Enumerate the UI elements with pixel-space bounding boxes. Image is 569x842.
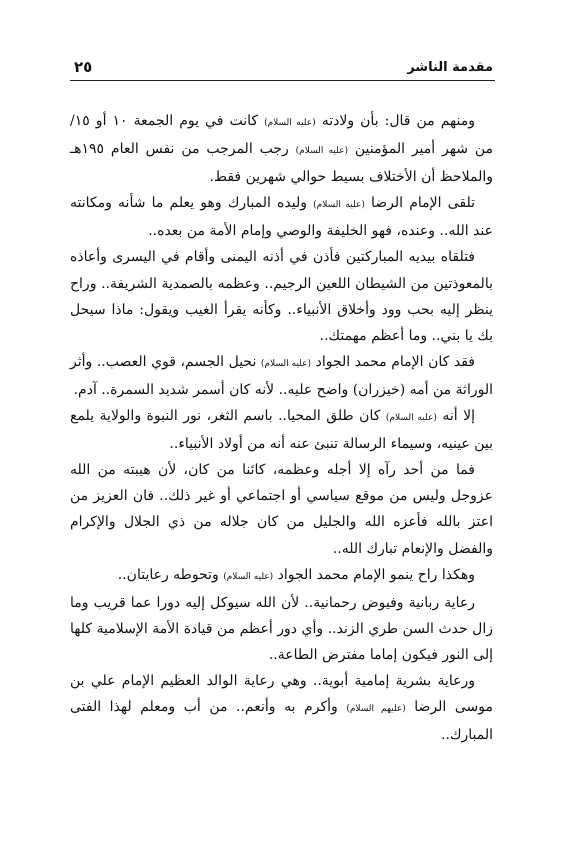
paragraph: فتلقاه بيديه المباركتين فأذن في أذنه اليمنى وأقام في اليسرى وأعاذه بالمعوذتين من الشيطان اللعين الرجيم.. وعظمه بالصمدية الشريفة.. وراح ينظر إليه بحب وود وأخلاق الأنبياء.. وكأنه يقرأ الغيب ويقول: ماذا سيحل بك يا بني.. وما أعظم مهمتك.. [70,249,493,344]
honorific: (عليه السلام) [260,358,312,369]
running-title: مقدمة الناشر [407,60,493,75]
paragraph: فقد كان الإمام محمد الجواد (عليه السلام) نحيل الجسم، قوي العصب.. وأثر الوراثة من أمه (خيزران) واضح عليه.. لأنه كان أسمر شديد السمرة.. آدم. [70,353,493,398]
body-text [70,108,493,748]
honorific: (عليه السلام) [313,200,365,211]
honorific: (عليه السلام) [223,571,274,582]
paragraph: رعاية ربانية وفيوض رحمانية.. لأن الله سيوكل إليه دورا عما قريب وما زال حدث السن طري الزند.. وأي دور أعظم من قيادة الأمة الإسلامية كلها إلى النور فيكون إماما مفترض الطاعة.. [70,594,493,663]
honorific: (عليه السلام) [385,413,437,424]
paragraph: وهكذا راح ينمو الإمام محمد الجواد (عليه السلام) وتحوطه رعايتان.. [117,566,475,583]
paragraph: تلقى الإمام الرضا (عليه السلام) وليده المبارك وهو يعلم ما شأنه ومكانته عند الله.. وعنده، فهو الخليفة والوصي وإمام الأمة من بعده.. [70,195,493,240]
paragraph: فما من أحد رآه إلا أجله وعظمه، كائنا من كان، لأن هيبته من الله عزوجل وليس من موقع سياسي أو اجتماعي أو غير ذلك.. فان العزيز من اعتز بالله فأعزه الله والجليل من كان جلاله من ذي الجلال والإكرام والفضل والإنعام تبارك الله.. [70,462,493,557]
page-number: ٢٥ [74,58,93,76]
honorific: (عليه السلام) [295,146,349,157]
honorific: (عليهم السلام) [346,704,406,715]
paragraph: ومنهم من قال: بأن ولادته (عليه السلام) كانت في يوم الجمعة ١٠ أو ١٥/ من شهر أمير المؤمنين (عليه السلام) رجب المرجب من نفس العام ١٩٥هـ والملاحظ أن الأختلاف بسيط حوالي شهرين فقط. [70,113,493,186]
paragraph: إلا أنه (عليه السلام) كان طلق المحيا.. باسم الثغر، نور النبوة والولاية يلمع بين عينيه، وسيماء الرسالة تنبئ عنه أنه من أولاد الأنبياء.. [70,408,493,453]
page-header [70,58,495,81]
paragraph: ورعاية بشرية إمامية أبوية.. وهي رعاية الوالد العظيم الإمام علي بن موسى الرضا (عليهم السلام) وأكرم به وأنعم.. من أب ومعلم لهذا الفتى المبارك.. [70,672,493,744]
honorific: (عليه السلام) [264,118,316,128]
